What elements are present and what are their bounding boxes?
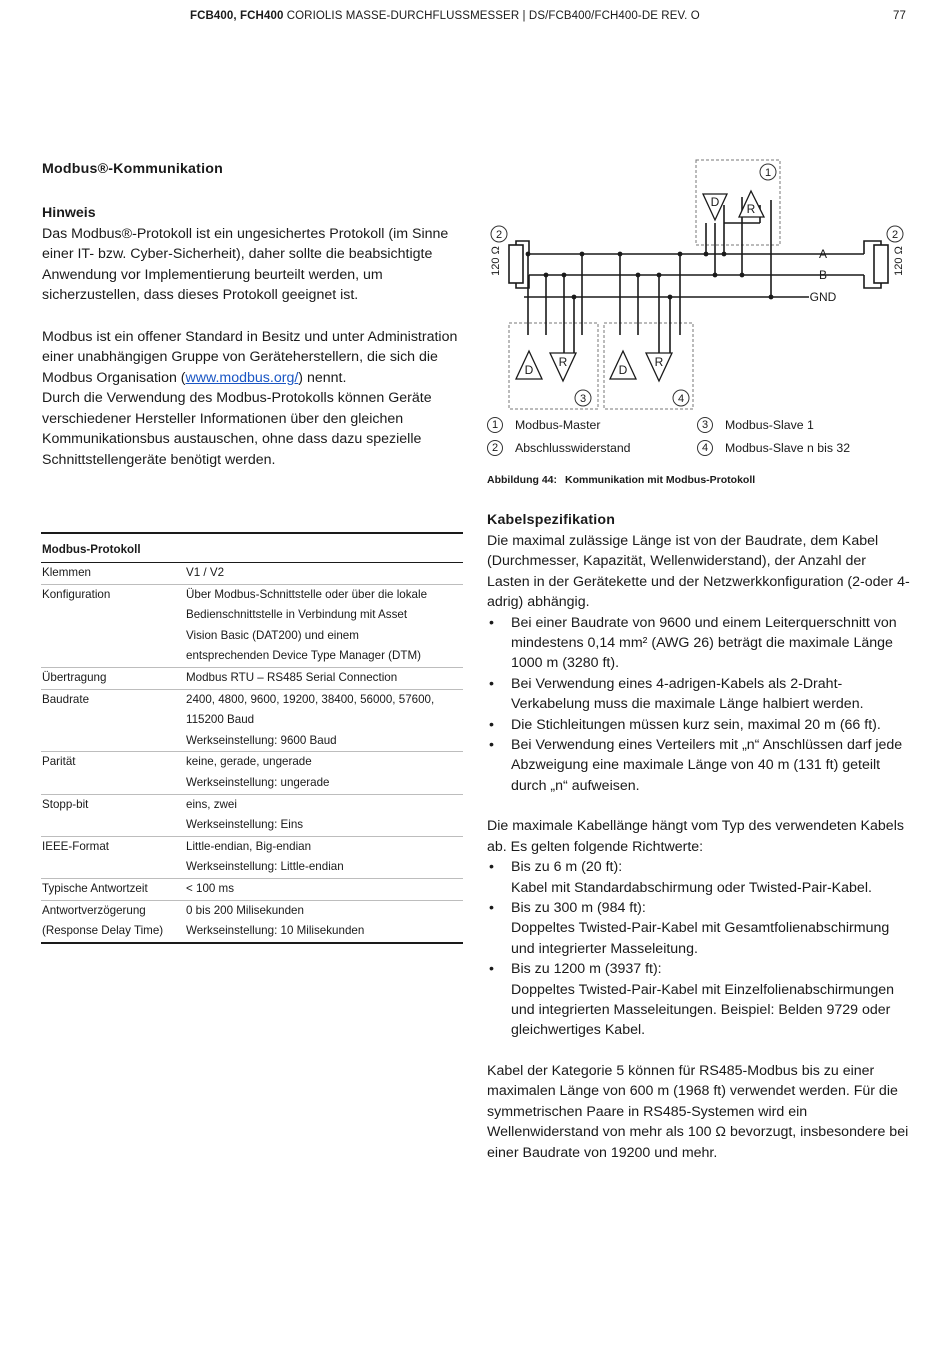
- table-key-line: (Response Delay Time): [42, 924, 164, 938]
- table-key-cell: [41, 584, 185, 667]
- cable-requirements-list: [487, 613, 912, 797]
- table-value-cell: [185, 836, 463, 878]
- table-value-cell: [185, 752, 463, 794]
- list-item: • Bei einer Baudrate von 9600 und einem Leiterquerschnitt von mindestens 0,14 mm² (AWG 26) beträgt die maximale Länge 1000 m (3280 ft).: [487, 613, 912, 674]
- table-value-line: Werkseinstellung: Little-endian: [186, 860, 344, 874]
- table-row: [41, 794, 463, 836]
- legend-text: Modbus-Slave n bis 32: [725, 441, 851, 455]
- table-key-line: Klemmen: [42, 566, 91, 579]
- table-value-line: Bedienschnittstelle in Verbindung mit Asset: [186, 608, 408, 622]
- list-item: [487, 959, 912, 1041]
- list-item: • Bei Verwendung eines Verteilers mit „n“ Anschlüssen darf jede Abzweigung eine maximale Länge von 40 m (131 ft) geteilt durch „n“ aufweisen.: [487, 735, 912, 796]
- master-receiver-label: R: [746, 202, 756, 216]
- cable-spec-title: Kabelspezifikation: [487, 512, 616, 528]
- list-item: • Bei Verwendung eines 4-adrigen-Kabels als 2-Draht-Verkabelung muss die maximale Länge halbiert werden.: [487, 674, 912, 715]
- guideline-body: Kabel mit Standardabschirmung oder Twisted-Pair-Kabel.: [511, 879, 872, 896]
- table-row: [41, 563, 463, 585]
- bus-line-gnd-label: GND: [809, 290, 837, 304]
- table-row: [41, 836, 463, 878]
- document-subtitle: CORIOLIS MASSE-DURCHFLUSSMESSER | DS/FCB400/FCH400-DE REV. O: [283, 10, 700, 22]
- table-value-line: entsprechenden Device Type Manager (DTM): [186, 649, 421, 663]
- figure-caption: [487, 474, 755, 486]
- cable-length-guideline-list: [487, 857, 912, 1041]
- master-driver-label: D: [710, 195, 720, 209]
- slave-n-driver-label: D: [618, 363, 628, 377]
- figure-caption-text: Kommunikation mit Modbus-Protokoll: [565, 474, 756, 486]
- table-value-line: Werkseinstellung: 9600 Baud: [186, 733, 337, 747]
- bus-line-b-label: B: [818, 268, 828, 282]
- page-number: 77: [893, 10, 906, 22]
- table-key-cell: [41, 667, 185, 689]
- intro-text-start: Modbus ist ein offener Standard in Besitz und unter Administration einer unabhängigen Gruppe von Geräteherstellern, die sich die Modbus Organisation (: [42, 328, 458, 386]
- table-value-cell: [185, 794, 463, 836]
- intro-paragraph-2: Durch die Verwendung des Modbus-Protokolls können Geräte verschiedener Hersteller Informationen über den gleichen Kommunikationsbus austauschen, ohne dass dazu spezielle Schnittstellengeräte benötigt werden.: [42, 390, 432, 468]
- left-column: [42, 161, 462, 470]
- table-value-line: keine, gerade, ungerade: [186, 755, 312, 769]
- table-row: [41, 689, 463, 752]
- table-key-line: Übertragung: [42, 670, 107, 684]
- table-value-line: Little-endian, Big-endian: [186, 839, 312, 853]
- product-name: FCB400, FCH400: [190, 10, 284, 22]
- table-value-line: Werkseinstellung: 10 Milisekunden: [186, 924, 365, 938]
- slave-n-receiver-label: R: [654, 355, 664, 369]
- legend-item: [487, 440, 631, 456]
- slave-1-receiver-label: R: [558, 355, 568, 369]
- intro-paragraph: [42, 327, 462, 389]
- table-key-cell: [41, 878, 185, 900]
- legend-text: Modbus-Master: [515, 418, 601, 432]
- modbus-protocol-table: [41, 532, 463, 944]
- left-resistor-label: 120 Ω: [490, 246, 502, 276]
- bus-line-a-label: A: [818, 247, 828, 261]
- marker-master: 1: [764, 167, 772, 179]
- table-key-line: Baudrate: [42, 692, 90, 706]
- table-value-line: 115200 Baud: [186, 713, 255, 727]
- table-row: [41, 900, 463, 943]
- table-key-cell: [41, 836, 185, 878]
- section-title: Modbus®-Kommunikation: [42, 161, 223, 177]
- figure-label: Abbildung 44:: [487, 474, 557, 486]
- list-item: [487, 857, 912, 898]
- table-value-cell: [185, 667, 463, 689]
- table-value-line: 0 bis 200 Milisekunden: [186, 903, 304, 917]
- category-5-paragraph: Kabel der Kategorie 5 können für RS485-Modbus bis zu einer maximalen Länge von 600 m (1968 ft) verwendet werden. Für die symmetrischen Paare in RS485-Systemen wird ein Wellenwiderstand von mehr als 100 Ω bevorzugt, insbesondere bei einer Baudrate von 19200 und mehr.: [487, 1062, 909, 1161]
- legend-item: [697, 417, 814, 433]
- table-key-line: Konfiguration: [42, 587, 111, 601]
- table-key-cell: [41, 752, 185, 794]
- table-row: [41, 752, 463, 794]
- table-heading: Modbus-Protokoll: [41, 533, 463, 563]
- guideline-head: • Bis zu 300 m (984 ft):: [511, 899, 646, 916]
- guideline-body: Doppeltes Twisted-Pair-Kabel mit Einzelfolienabschirmungen und integrierten Masseleitungen. Beispiel: Belden 9729 oder gleichwertiges Kabel.: [511, 981, 894, 1039]
- table-key-line: Stopp-bit: [42, 797, 89, 811]
- table-key-cell: [41, 689, 185, 752]
- guideline-head: • Bis zu 1200 m (3937 ft):: [511, 961, 662, 978]
- table-key-line: Parität: [42, 755, 76, 769]
- table-value-line: Modbus RTU – RS485 Serial Connection: [186, 670, 398, 684]
- page-header: [180, 10, 910, 26]
- legend-item: [697, 440, 850, 456]
- modbus-org-link[interactable]: www.modbus.org/: [185, 369, 299, 386]
- table-header-row: [41, 533, 463, 563]
- marker-terminator-left: 2: [495, 229, 503, 241]
- slave-1-driver-label: D: [524, 363, 534, 377]
- cable-spec-intro: Die maximal zulässige Länge ist von der Baudrate, dem Kabel (Durchmesser, Kapazität, Wellenwiderstand), der Anzahl der Lasten in der Gerätekette und der Netzwerkkonfiguration (2-oder 4-adrig) abhängig.: [487, 532, 910, 610]
- table-value-line: eins, zwei: [186, 797, 237, 811]
- table-row: [41, 584, 463, 667]
- table-value-line: Werkseinstellung: ungerade: [186, 775, 330, 789]
- marker-slave-1: 3: [579, 393, 587, 405]
- right-resistor-label: 120 Ω: [893, 246, 905, 276]
- table-value-cell: [185, 689, 463, 752]
- guideline-intro: Die maximale Kabellänge hängt vom Typ des verwendeten Kabels ab. Es gelten folgende Richtwerte:: [487, 818, 904, 855]
- intro-text-end: ) nennt.: [298, 369, 347, 386]
- table-value-line: Werkseinstellung: Eins: [186, 818, 304, 832]
- table-key-line: Typische Antwortzeit: [42, 881, 148, 895]
- table-key-cell: [41, 794, 185, 836]
- table-value-line: Über Modbus-Schnittstelle oder über die lokale: [186, 587, 428, 601]
- marker-terminator-right: 2: [891, 229, 899, 241]
- legend-number: 3: [697, 417, 713, 433]
- table-value-cell: [185, 563, 463, 585]
- legend-number: 4: [697, 440, 713, 456]
- table-body: [41, 563, 463, 943]
- table-row: [41, 878, 463, 900]
- legend-text: Abschlusswiderstand: [515, 441, 631, 455]
- table-value-line: < 100 ms: [186, 881, 235, 895]
- table-value-line: Vision Basic (DAT200) und einem: [186, 628, 359, 642]
- table-row: [41, 667, 463, 689]
- guideline-head: • Bis zu 6 m (20 ft):: [511, 859, 623, 876]
- table-key-cell: [41, 900, 185, 943]
- legend-text: Modbus-Slave 1: [725, 418, 814, 432]
- legend-number: 1: [487, 417, 503, 433]
- document-title: [190, 10, 700, 22]
- table-value-line: 2400, 4800, 9600, 19200, 38400, 56000, 57600,: [186, 692, 435, 706]
- list-item: [487, 898, 912, 959]
- table-key-cell: [41, 563, 185, 585]
- guideline-body: Doppeltes Twisted-Pair-Kabel mit Gesamtfolienabschirmung und integrierter Masseleitung.: [511, 920, 890, 957]
- marker-slave-n: 4: [677, 393, 685, 405]
- note-text: Das Modbus®-Protokoll ist ein ungesichertes Protokoll (im Sinne einer IT- bzw. Cyber-Sicherheit), daher sollte die beabsichtigte Anwendung vor Implementierung beurteilt werden, um sicherzustellen, dass dieses Protokoll geeignet ist.: [42, 225, 449, 303]
- table-key-line: IEEE-Format: [42, 839, 109, 853]
- list-item: • Die Stichleitungen müssen kurz sein, maximal 20 m (66 ft).: [487, 715, 912, 735]
- table-value-cell: [185, 584, 463, 667]
- legend-number: 2: [487, 440, 503, 456]
- table-value-line: V1 / V2: [186, 566, 225, 579]
- note-title: Hinweis: [42, 205, 96, 221]
- table-key-line: Antwortverzögerung: [42, 903, 146, 917]
- table-value-cell: [185, 878, 463, 900]
- table-value-cell: [185, 900, 463, 943]
- right-column: [487, 510, 912, 1163]
- legend-item: [487, 417, 600, 433]
